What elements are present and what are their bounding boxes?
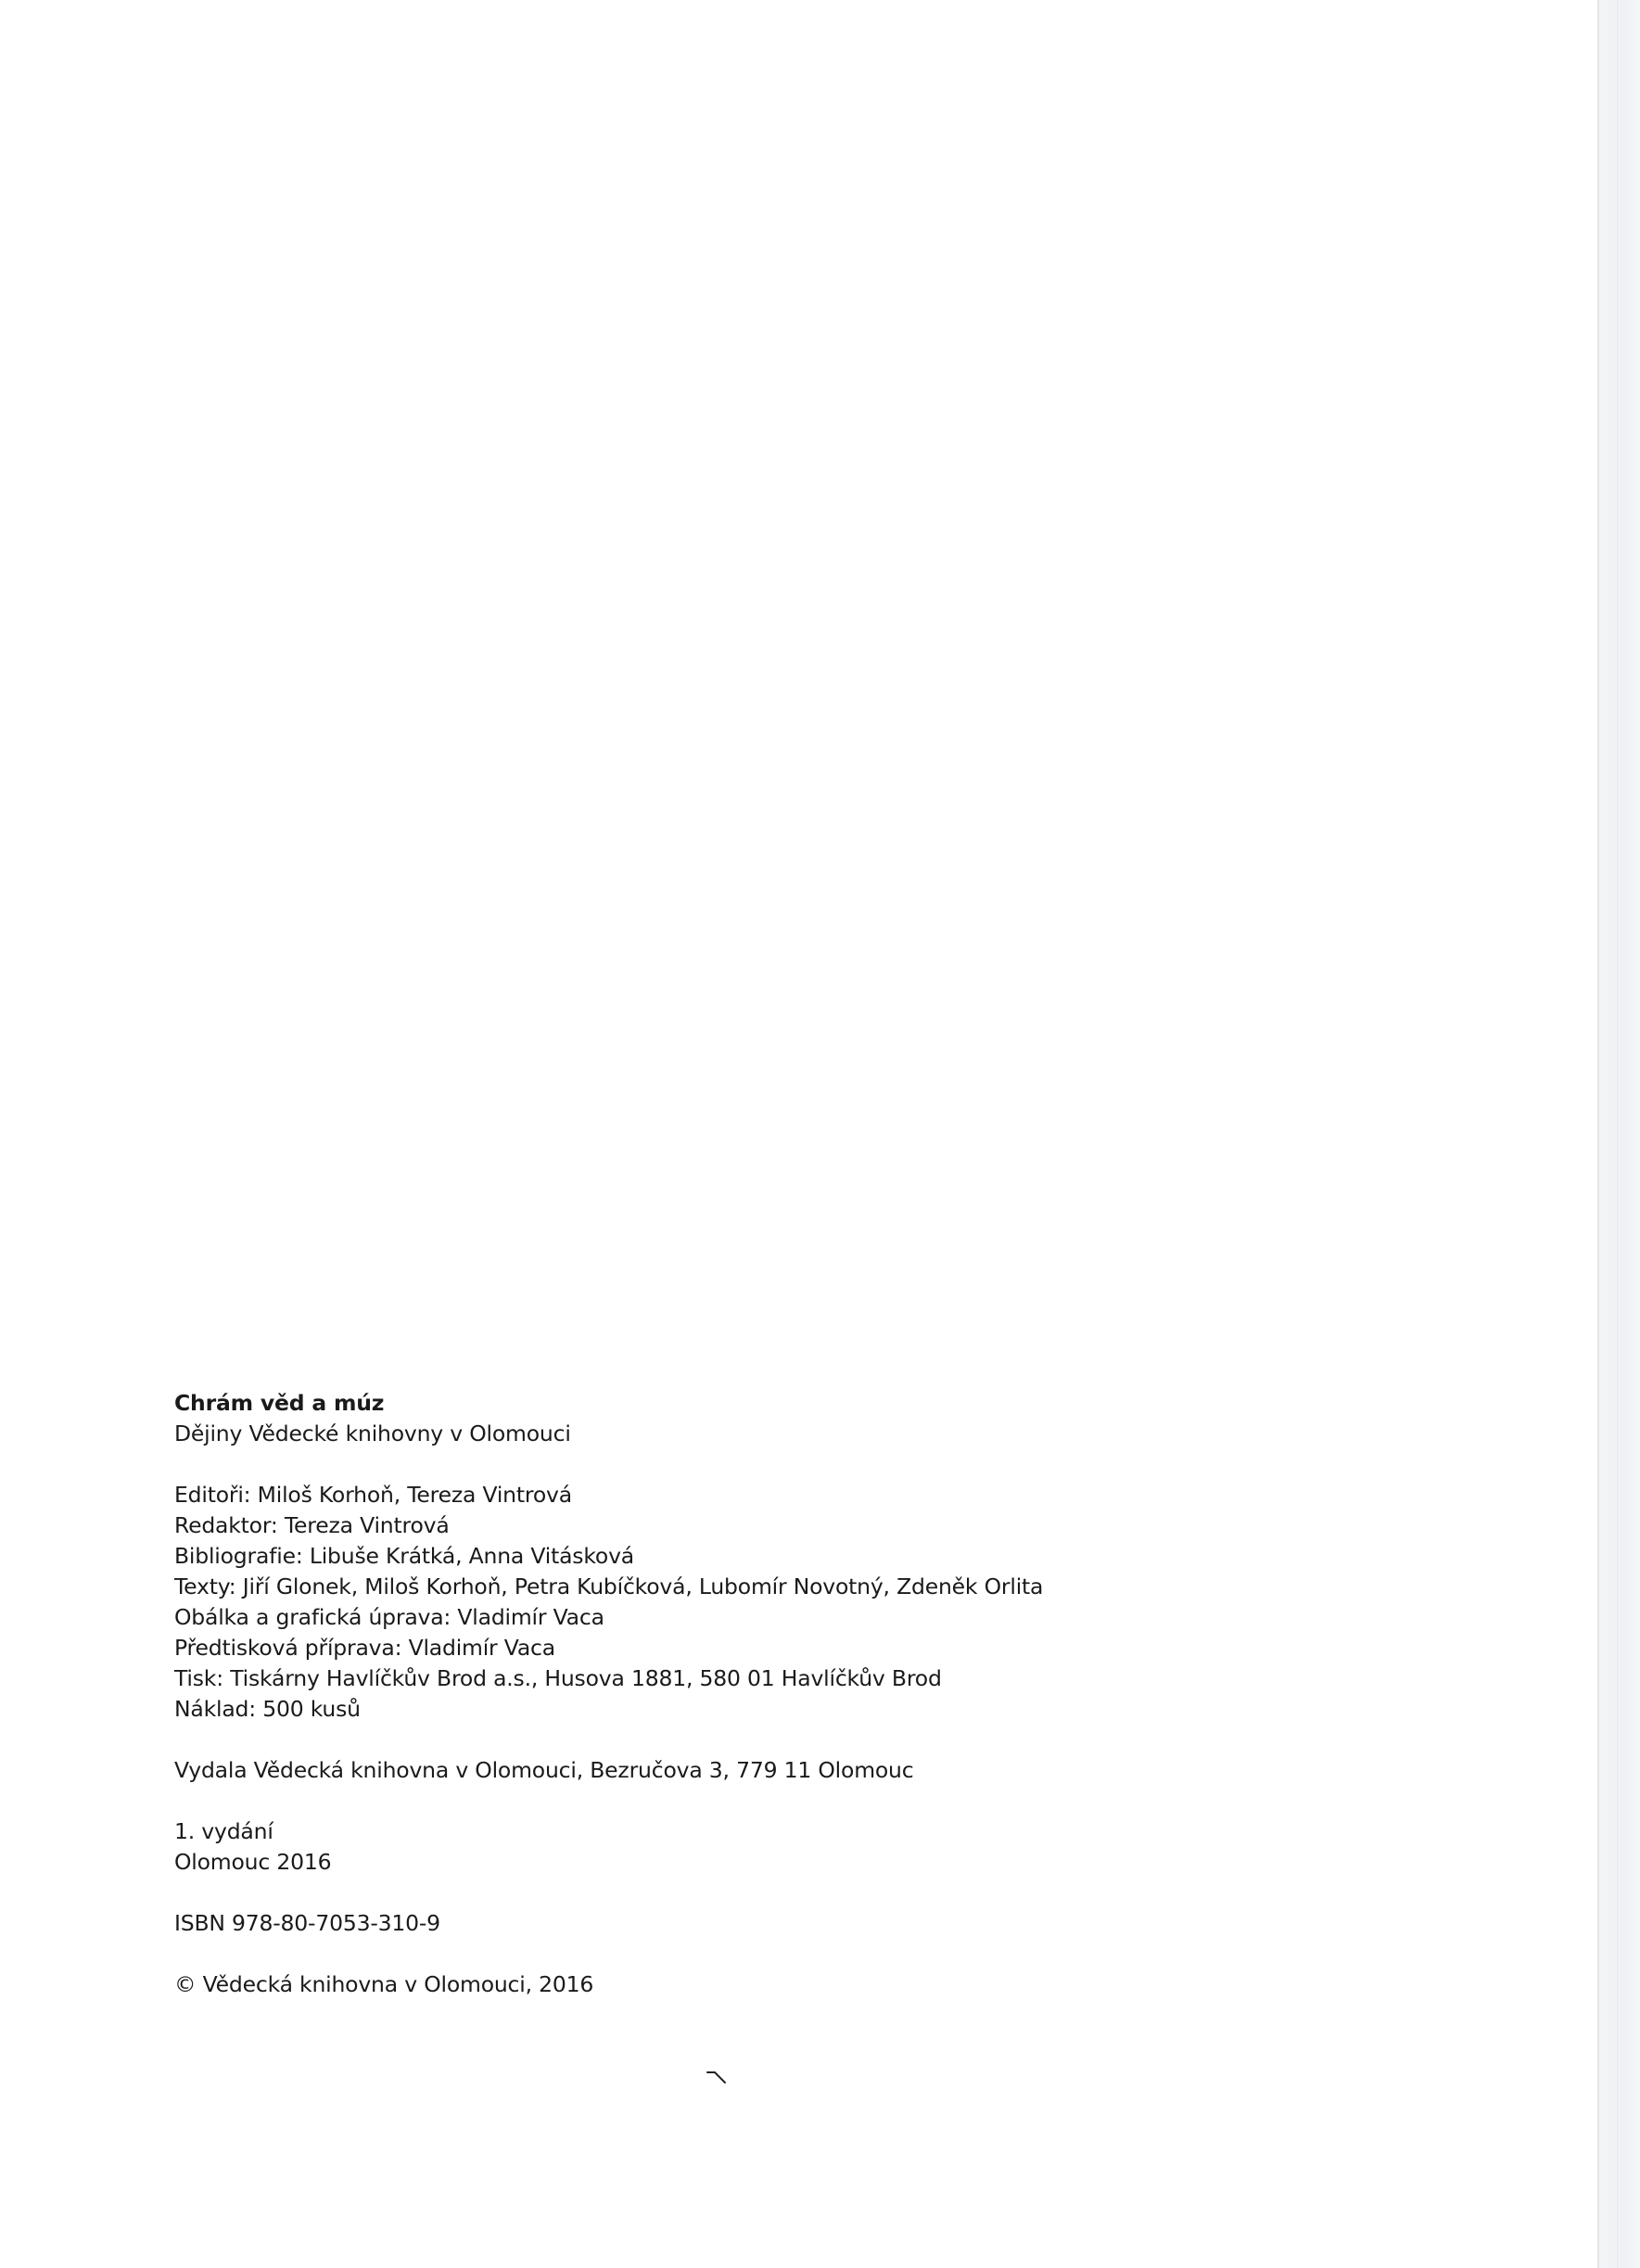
spacer (174, 1786, 1194, 1816)
edition-place-year: Olomouc 2016 (174, 1849, 332, 1875)
spacer (174, 1449, 1194, 1480)
credit-prepress: Předtisková příprava: Vladimír Vaca (174, 1635, 555, 1661)
stray-pen-mark (706, 2070, 727, 2084)
spacer (174, 1878, 1194, 1908)
imprint-block (174, 1388, 1194, 2000)
book-title: Chrám věd a múz (174, 1390, 385, 1416)
isbn: ISBN 978-80-7053-310-9 (174, 1910, 440, 1936)
credit-texts: Texty: Jiří Glonek, Miloš Korhoň, Petra Kubíčková, Lubomír Novotný, Zdeněk Orlita (174, 1574, 1044, 1599)
credit-print-run: Náklad: 500 kusů (174, 1696, 361, 1722)
credit-editors: Editoři: Miloš Korhoň, Tereza Vintrová (174, 1482, 572, 1508)
book-subtitle: Dějiny Vědecké knihovny v Olomouci (174, 1421, 571, 1446)
credit-print: Tisk: Tiskárny Havlíčkův Brod a.s., Husova 1881, 580 01 Havlíčkův Brod (174, 1665, 942, 1691)
edition-number: 1. vydání (174, 1818, 273, 1844)
copyright-notice: © Vědecká knihovna v Olomouci, 2016 (174, 1971, 594, 1997)
credit-redaktor: Redaktor: Tereza Vintrová (174, 1512, 450, 1538)
page-edge-line (1617, 0, 1618, 2268)
spacer (174, 1725, 1194, 1755)
credit-cover-design: Obálka a grafická úprava: Vladimír Vaca (174, 1604, 604, 1630)
publisher-line: Vydala Vědecká knihovna v Olomouci, Bezručova 3, 779 11 Olomouc (174, 1757, 914, 1783)
credit-bibliography: Bibliografie: Libuše Krátká, Anna Vitásková (174, 1543, 634, 1569)
page-edge (1597, 0, 1640, 2268)
spacer (174, 1939, 1194, 1969)
